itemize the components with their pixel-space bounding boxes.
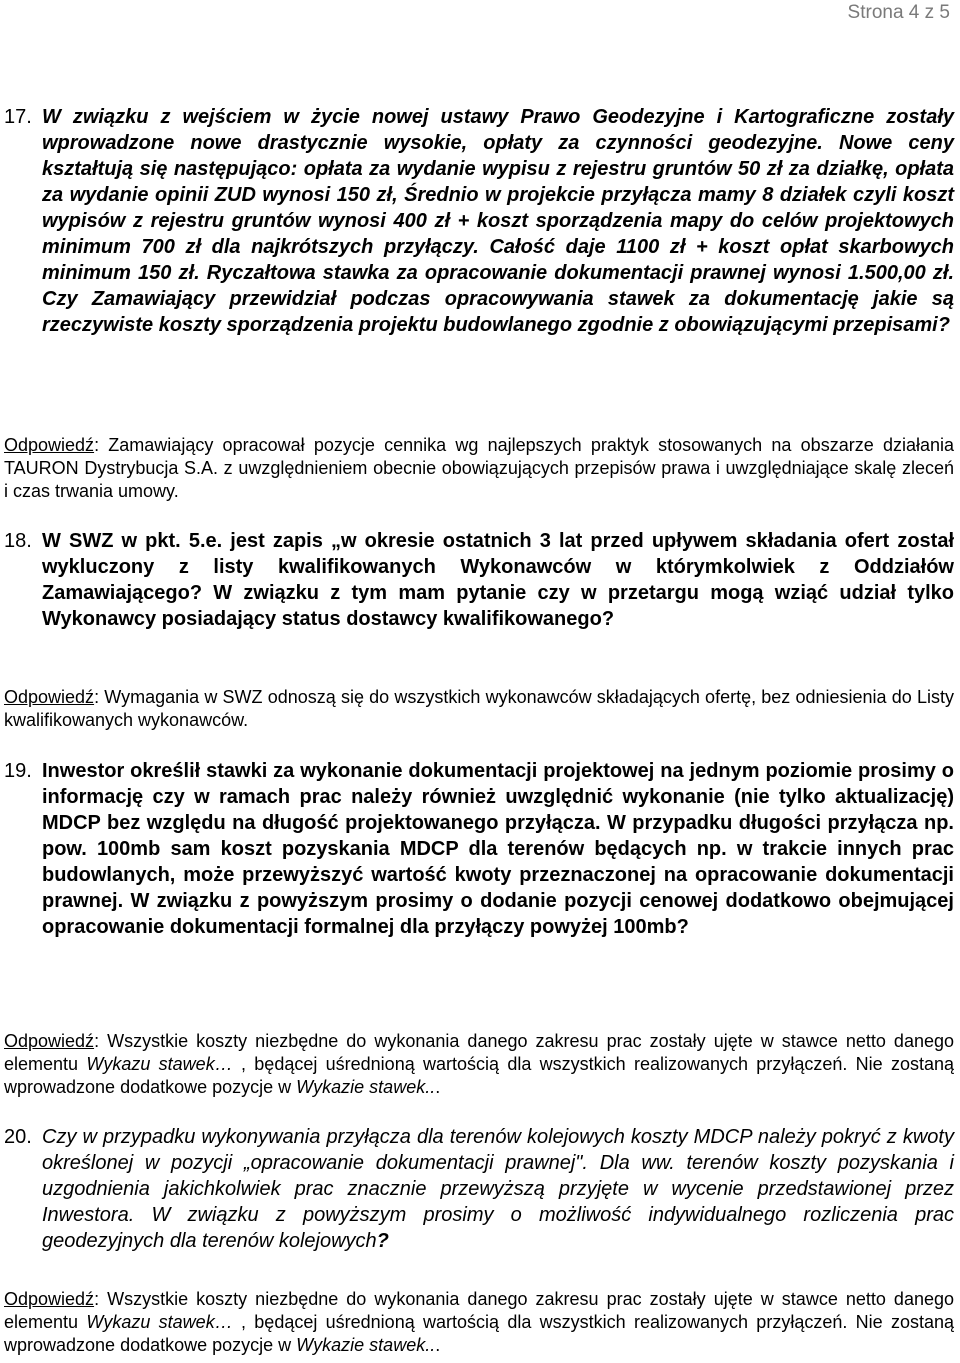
answer-text-segment: Wykazie stawek.. bbox=[296, 1335, 436, 1355]
question-text-segment: W SWZ w pkt. 5.e. jest zapis „w okresie ostatnich 3 lat przed upływem składania ofert został wykluczony z listy kwalifikowanych Wykonawców w którymkolwiek z Oddziałów Zamawiającego? W związku z tym mam pytanie czy w przetargu mogą wziąć udział tylko Wykonawcy posiadający status dostawcy kwalifikowanego? bbox=[42, 530, 954, 630]
answer-text bbox=[4, 1288, 954, 1357]
answer-block-17 bbox=[4, 434, 954, 503]
question-text bbox=[42, 758, 954, 940]
answer-text-segment: , będącej uśrednioną wartością dla wszystkich realizowanych przyłączeń. Nie zostaną wprowadzone dodatkowe pozycje w bbox=[4, 1312, 954, 1355]
answer-label: Odpowiedź bbox=[4, 1289, 95, 1309]
question-number: 17. bbox=[4, 106, 32, 128]
answer-block-18 bbox=[4, 686, 954, 732]
question-block-19 bbox=[4, 758, 954, 940]
page-number: Strona 4 z 5 bbox=[847, 2, 950, 23]
answer-text-segment: : Wszystkie koszty niezbędne do wykonania danego zakresu prac zostały ujęte w stawce netto danego elementu bbox=[4, 1031, 954, 1074]
answer-text-segment: . bbox=[435, 1077, 441, 1097]
answer-label: Odpowiedź bbox=[4, 1031, 95, 1051]
question-number: 19. bbox=[4, 760, 32, 782]
answer-text-segment: Wykazu stawek… bbox=[86, 1312, 233, 1332]
question-text-segment: Czy w przypadku wykonywania przyłącza dla terenów kolejowych koszty MDCP należy pokryć z kwoty określonej w pozycji „opracowanie dokumentacji prawnej". Dla ww. terenów koszty pozyskania i uzgodnienia jakichkolwiek prac znacznie przewyższą przyjęte w wycenie przedstawionej przez Inwestora. W związku z powyższym prosimy o możliwość indywidualnego rozliczenia prac geodezyjnych dla terenów kolejowych bbox=[42, 1126, 954, 1252]
question-text bbox=[42, 1124, 954, 1254]
answer-text bbox=[4, 686, 954, 732]
question-text bbox=[42, 528, 954, 632]
answer-text-segment: : Wymagania w SWZ odnoszą się do wszystkich wykonawców składających ofertę, bez odniesienia do Listy kwalifikowanych wykonawców. bbox=[4, 687, 954, 730]
question-block-20 bbox=[4, 1124, 954, 1254]
answer-text-segment: : Wszystkie koszty niezbędne do wykonania danego zakresu prac zostały ujęte w stawce netto danego elementu bbox=[4, 1289, 954, 1332]
answer-block-19 bbox=[4, 1030, 954, 1099]
answer-text-segment: : Zamawiający opracował pozycje cennika wg najlepszych praktyk stosowanych na obszarze działania TAURON Dystrybucja S.A. z uwzględnieniem obecnie obowiązujących przepisów prawa i uwzględniające skalę zleceń i czas trwania umowy. bbox=[4, 435, 954, 501]
question-number: 18. bbox=[4, 530, 32, 552]
answer-text-segment: Wykazu stawek… bbox=[86, 1054, 233, 1074]
question-block-17 bbox=[4, 104, 954, 338]
answer-text bbox=[4, 434, 954, 503]
answer-block-20 bbox=[4, 1288, 954, 1357]
question-text-segment: Inwestor określił stawki za wykonanie dokumentacji projektowej na jednym poziomie prosimy o informację czy w ramach prac należy również uwzględnić wykonanie (nie tylko aktualizację) MDCP bez względu na długość projektowanego przyłącza. W przypadku długości przyłącza np. pow. 100mb sam koszt pozyskania MDCP dla terenów będących np. w trakcie innych prac budowlanych, może przewyższyć wartość kwoty przeznaczonej na opracowanie dokumentacji prawnej. W związku z powyższym prosimy o dodanie pozycji cenowej dodatkowo obejmującej opracowanie dokumentacji formalnej dla przyłączy powyżej 100mb? bbox=[42, 760, 954, 938]
answer-text bbox=[4, 1030, 954, 1099]
answer-text-segment: . bbox=[435, 1335, 441, 1355]
question-text-segment: W związku z wejściem w życie nowej ustawy Prawo Geodezyjne i Kartograficzne zostały wprowadzone nowe drastycznie wysokie, opłaty za czynności geodezyjne. Nowe ceny kształtują się następująco: opłata za wydanie wypisu z rejestru gruntów 50 zł za działkę, opłata za wydanie opinii ZUD wynosi 150 zł, Średnio w projekcie przyłącza mamy 8 działek czyli koszt wypisów z rejestru gruntów wynosi 400 zł + koszt sporządzenia mapy do celów projektowych minimum 700 zł dla najkrótszych przyłączy. Całość daje 1100 zł + koszt opłat skarbowych minimum 150 zł. Ryczałtowa stawka za opracowanie dokumentacji prawnej wynosi 1.500,00 zł. Czy Zamawiający przewidział podczas opracowywania stawek za dokumentację jakie są rzeczywiste koszty sporządzenia projektu budowlanego zgodnie z obowiązującymi przepisami? bbox=[42, 106, 954, 336]
question-text-segment: ? bbox=[376, 1230, 389, 1252]
answer-text-segment: Wykazie stawek.. bbox=[296, 1077, 436, 1097]
question-text bbox=[42, 104, 954, 338]
answer-text-segment: , będącej uśrednioną wartością dla wszystkich realizowanych przyłączeń. Nie zostaną wprowadzone dodatkowe pozycje w bbox=[4, 1054, 954, 1097]
answer-label: Odpowiedź bbox=[4, 435, 95, 455]
question-block-18 bbox=[4, 528, 954, 632]
question-number: 20. bbox=[4, 1126, 32, 1148]
answer-label: Odpowiedź bbox=[4, 687, 95, 707]
